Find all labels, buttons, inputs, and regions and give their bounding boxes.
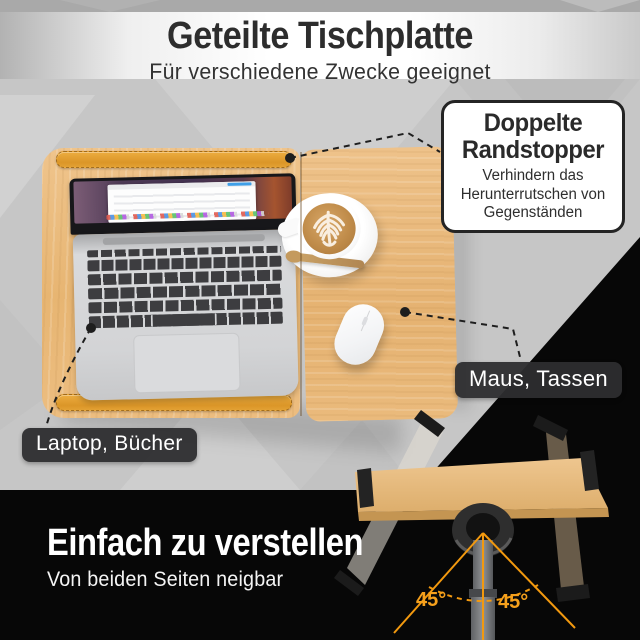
callout-body: Verhindern das Herunterrutschen von Gegenständen: [460, 167, 606, 222]
keyboard-row: [88, 270, 282, 286]
tilting-desk-image: [330, 390, 640, 640]
laptop-wallpaper: [73, 176, 292, 223]
coffee-cup-image: [281, 192, 379, 280]
trackpad: [133, 333, 240, 394]
laptop-keyboard-deck: [73, 229, 299, 400]
keyboard-row: [88, 298, 282, 314]
angle-label-left: 45°: [416, 589, 447, 611]
bottom-title: Einfach zu verstellen: [47, 522, 364, 564]
page-title: Geteilte Tischplatte: [167, 15, 473, 57]
callout-title: Doppelte Randstopper: [461, 109, 605, 164]
keyboard-row: [88, 284, 282, 300]
angle-label-right: 45°: [498, 591, 529, 613]
bottom-subtitle: Von beiden Seiten neigbar: [47, 568, 284, 591]
header-band: [0, 12, 640, 84]
laptop-screen: [69, 173, 296, 235]
desk-left-panel-image: [42, 148, 300, 418]
callout-doppelte-randstopper: [441, 100, 625, 233]
panel-seam: [300, 152, 302, 416]
label-maus-tassen: Maus, Tassen: [455, 362, 622, 398]
window-button: [227, 182, 251, 186]
keyboard-row: [87, 256, 281, 272]
edge-stopper-top: [56, 151, 292, 168]
desk-right-panel-image: [300, 146, 459, 422]
laptop-image: [69, 173, 300, 400]
spacebar-key: [151, 313, 217, 327]
laptop-hinge: [103, 234, 265, 245]
mouse-image: [328, 298, 391, 371]
page-subtitle: Für verschiedene Zwecke geeignet: [149, 59, 491, 84]
label-laptop-buecher: Laptop, Bücher: [22, 428, 197, 462]
